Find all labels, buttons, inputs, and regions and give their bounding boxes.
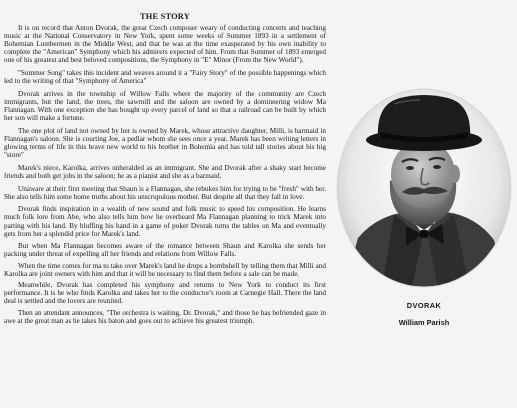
story-paragraph-9: When the time comes for ma to take over Marek's land he drops a bombshell by telling them that Milli and Karolka are joint owners with him and that it will be necessary to find them before a sale can be made. xyxy=(4,261,326,278)
story-heading: THE STORY xyxy=(140,12,190,21)
story-paragraph-5: Marek's niece, Karolka, arrives unheralded as an immigrant. She and Dvorak after a shaky start become friends and both get jobs in the saloon; he as a pianist and she as a barmaid. xyxy=(4,163,326,180)
story-paragraph-2: "Summer Song" takes this incident and weaves around it a "Fairy Story" of the possible happenings which led to the writing of that "Symphony of America" xyxy=(4,69,326,86)
story-paragraph-1: It is on record that Anton Dvorak, the great Czech composer weary of conducting concerts and teaching music at the National Conservatory in New York, spent some weeks of Summer 1893 in a settlement of Bohemian Lumbermen in the Middle West, and that he was at the time exasperated by his own inability to complete the "American" Symphony which his admirers expected of him. From that Summer of 1893 emerged one of his greatest and best beloved compositions, the Symphony in "E" Minor (From the New World"). xyxy=(4,24,326,65)
story-paragraph-4: The one plot of land not owned by her is owned by Marek, whose attractive daughter, Milli, is barmaid in Flannagan's saloon. She is courting Joe, a pedlar whom she sees once a year. Marek has been writing letters in glowing terms of life in this brave new world to his brother in Bohemia and has told tall stories about his big "store" xyxy=(4,126,326,160)
story-paragraph-11: Then an attendant announces, "The orchestra is waiting, Dr. Dvorak," and those he has befriended gaze in awe at the great man as he takes his baton and goes out to achieve his greatest triumph. xyxy=(4,308,326,325)
story-column xyxy=(4,12,326,328)
portrait-photo xyxy=(336,88,512,288)
story-paragraph-7: Dvorak finds inspiration in a wealth of new sound and folk music to speed his composition. He learns much folk lore from Abe, who also tells him how he overheard Ma Flannagan planning to trick Marek into parting with his land. By bluffing his hand in a game of poker Dvorak turns the tables on Ma and eventually gets from her a splendid price for Marek's land. xyxy=(4,205,326,238)
story-paragraph-8: But when Ma Flannagan becomes aware of the romance between Shaun and Karolka she sends her packing under threat of expelling all her friends and relations from Willow Falls. xyxy=(4,242,326,259)
portrait-image xyxy=(336,88,512,288)
story-paragraph-10: Meanwhile, Dvorak has completed his symphony and returns to New York to conduct its first performance. It is he who finds Karolka and takes her to the conductor's room at Carnegie Hall. There the land deal is settled and the lovers are reunited. xyxy=(4,281,326,306)
portrait-caption-actor: William Parish xyxy=(398,318,450,327)
story-paragraph-3: Dvorak arrives in the township of Willow Falls where the majority of the community are Czech immigrants, but the land, the trees, the sawmill and the saloon are owned by a domineering widow Ma Flannagan. With one exception she has bought up every parcel of land so that a railroad can be built by which her son will make a fortune. xyxy=(4,89,326,123)
portrait-caption-role: DVORAK xyxy=(406,301,442,310)
story-paragraph-6: Unaware at their first meeting that Shaun is a Flannagan, she rebukes him for trying to be "fresh" with her. She also tells him some home truths about his unscrupulous mother. But despite all that they fall in love. xyxy=(4,184,326,201)
